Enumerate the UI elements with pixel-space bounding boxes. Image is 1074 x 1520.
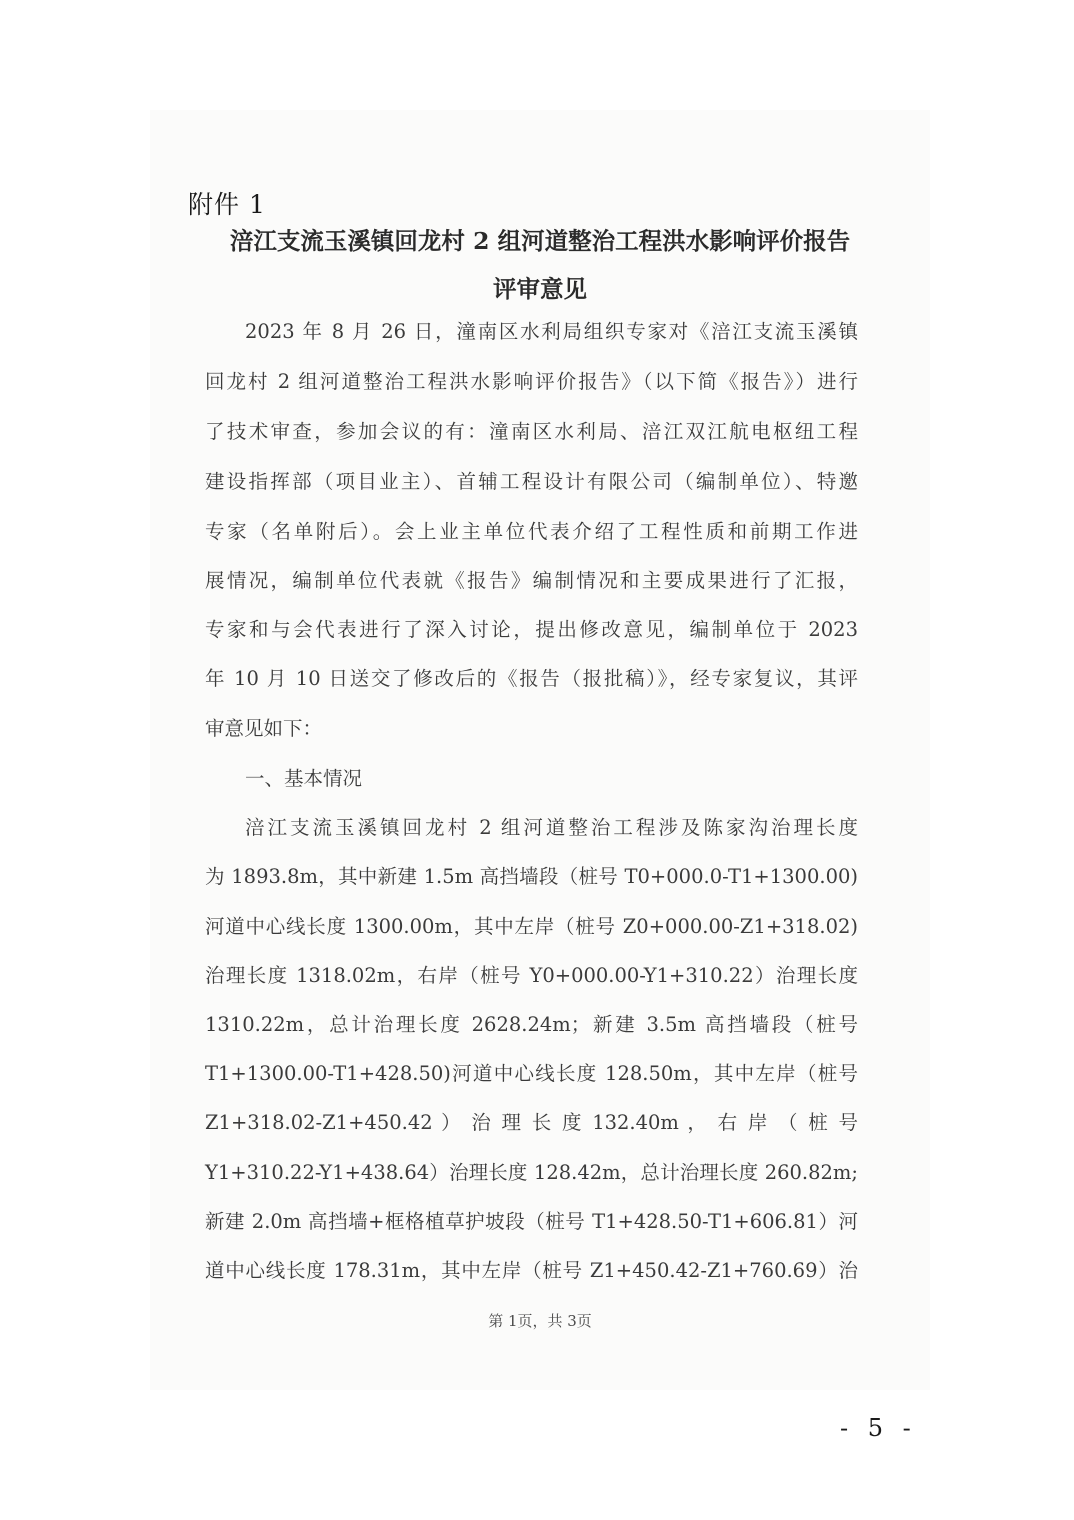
body-line: 2023 年 8 月 26 日，潼南区水利局组织专家对《涪江支流玉溪镇 — [245, 320, 858, 343]
body-line: 涪江支流玉溪镇回龙村 2 组河道整治工程涉及陈家沟治理长度 — [245, 816, 858, 839]
page-number: - 5 - — [840, 1414, 917, 1442]
body-line: 河道中心线长度 1300.00m，其中左岸（桩号 Z0+000.00-Z1+318.02) — [205, 915, 858, 938]
body-line: 展情况，编制单位代表就《报告》编制情况和主要成果进行了汇报， — [205, 569, 858, 592]
body-line: 道中心线长度 178.31m，其中左岸（桩号 Z1+450.42-Z1+760.69）治 — [205, 1259, 858, 1282]
document-title-line1: 涪江支流玉溪镇回龙村 2 组河道整治工程洪水影响评价报告 — [229, 227, 851, 255]
document-title-line2: 评审意见 — [493, 275, 587, 303]
body-line: 专家和与会代表进行了深入讨论，提出修改意见，编制单位于 2023 — [205, 618, 858, 641]
body-line: 建设指挥部（项目业主）、首辅工程设计有限公司（编制单位）、特邀 — [205, 470, 858, 493]
body-line: 专家（名单附后）。会上业主单位代表介绍了工程性质和前期工作进 — [205, 520, 858, 543]
body-line: 为 1893.8m，其中新建 1.5m 高挡墙段（桩号 T0+000.0-T1+1300.00) — [205, 865, 858, 888]
section-heading: 一、基本情况 — [245, 767, 363, 790]
body-line: 1310.22m，总计治理长度 2628.24m；新建 3.5m 高挡墙段（桩号 — [205, 1013, 858, 1036]
body-line: T1+1300.00-T1+428.50)河道中心线长度 128.50m，其中左岸（桩号 — [205, 1062, 858, 1085]
body-line: 了技术审查，参加会议的有：潼南区水利局、涪江双江航电枢纽工程 — [205, 420, 858, 443]
body-line: 年 10 月 10 日送交了修改后的《报告（报批稿）》，经专家复议，其评 — [205, 667, 858, 690]
body-line: Y1+310.22-Y1+438.64）治理长度 128.42m，总计治理长度 260.82m; — [205, 1161, 858, 1184]
attachment-label: 附件 1 — [188, 190, 266, 219]
body-line: 回龙村 2 组河道整治工程洪水影响评价报告》（以下简《报告》）进行 — [205, 370, 858, 393]
body-line: 审意见如下： — [205, 717, 323, 740]
body-line: Z1+318.02-Z1+450.42 ） 治 理 长 度 132.40m ， 右 岸 （ 桩 号 — [205, 1111, 858, 1134]
page-footer: 第 1页，共 3页 — [488, 1312, 592, 1330]
body-line: 治理长度 1318.02m，右岸（桩号 Y0+000.00-Y1+310.22）治理长度 — [205, 964, 858, 987]
body-line: 新建 2.0m 高挡墙+框格植草护坡段（桩号 T1+428.50-T1+606.81）河 — [205, 1210, 858, 1233]
